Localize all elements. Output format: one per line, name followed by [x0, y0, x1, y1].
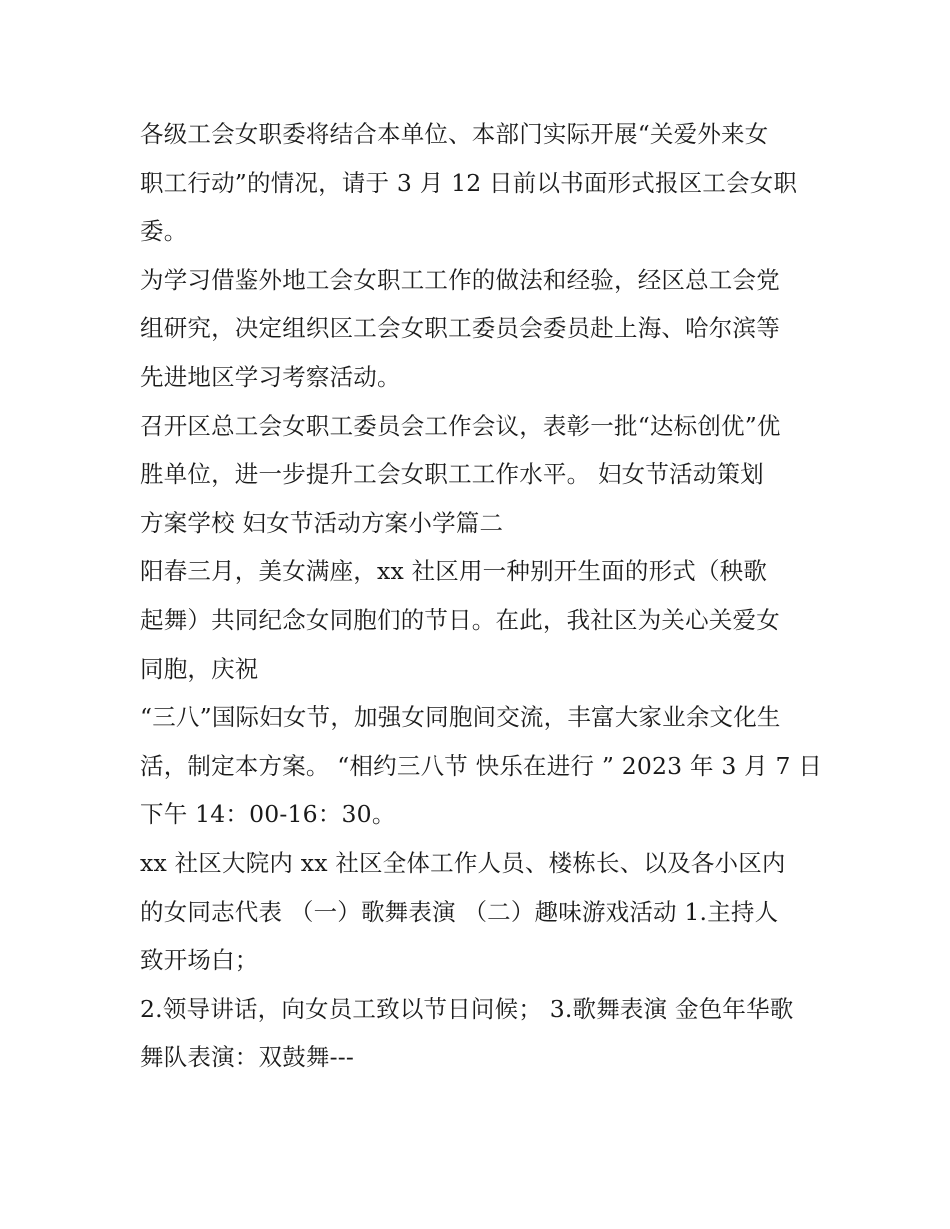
text-line: 同胞，庆祝 — [140, 654, 259, 683]
text-line: 召开区总工会女职工委员会工作会议，表彰一批“达标创优”优 — [140, 411, 781, 440]
text-line: 致开场白； — [140, 946, 259, 975]
text-line: 的女同志代表 （一）歌舞表演 （二）趣味游戏活动 1.主持人 — [140, 897, 779, 926]
text-line: 舞队表演：双鼓舞--- — [140, 1043, 355, 1072]
text-line: 2.领导讲话，向女员工致以节日问候； 3.歌舞表演 金色年华歌 — [140, 994, 794, 1023]
text-line: “三八”国际妇女节，加强女同胞间交流，丰富大家业余文化生 — [140, 703, 781, 732]
document-body — [140, 110, 823, 1082]
text-line: 为学习借鉴外地工会女职工工作的做法和经验，经区总工会党 — [140, 265, 780, 294]
text-line: 方案学校 妇女节活动方案小学篇二 — [140, 508, 504, 537]
text-line: 胜单位，进一步提升工会女职工工作水平。 妇女节活动策划 — [140, 460, 764, 489]
text-line: 组研究，决定组织区工会女职工委员会委员赴上海、哈尔滨等 — [140, 314, 780, 343]
text-line: 起舞）共同纪念女同胞们的节日。在此，我社区为关心关爱女 — [140, 605, 780, 634]
text-line: 委。 — [140, 217, 188, 246]
text-line: 职工行动”的情况，请于 3 月 12 日前以书面形式报区工会女职 — [140, 168, 798, 197]
text-line: 活，制定本方案。 “相约三八节 快乐在进行 ” 2023 年 3 月 7 日 — [140, 751, 823, 780]
text-line: 阳春三月，美女满座，xx 社区用一种别开生面的形式（秧歌 — [140, 557, 768, 586]
text-line: 下午 14：00-16：30。 — [140, 800, 396, 829]
text-line: 各级工会女职委将结合本单位、本部门实际开展“关爱外来女 — [140, 120, 769, 148]
text-line: xx 社区大院内 xx 社区全体工作人员、楼栋长、以及各小区内 — [140, 848, 786, 877]
text-line: 先进地区学习考察活动。 — [140, 362, 401, 391]
